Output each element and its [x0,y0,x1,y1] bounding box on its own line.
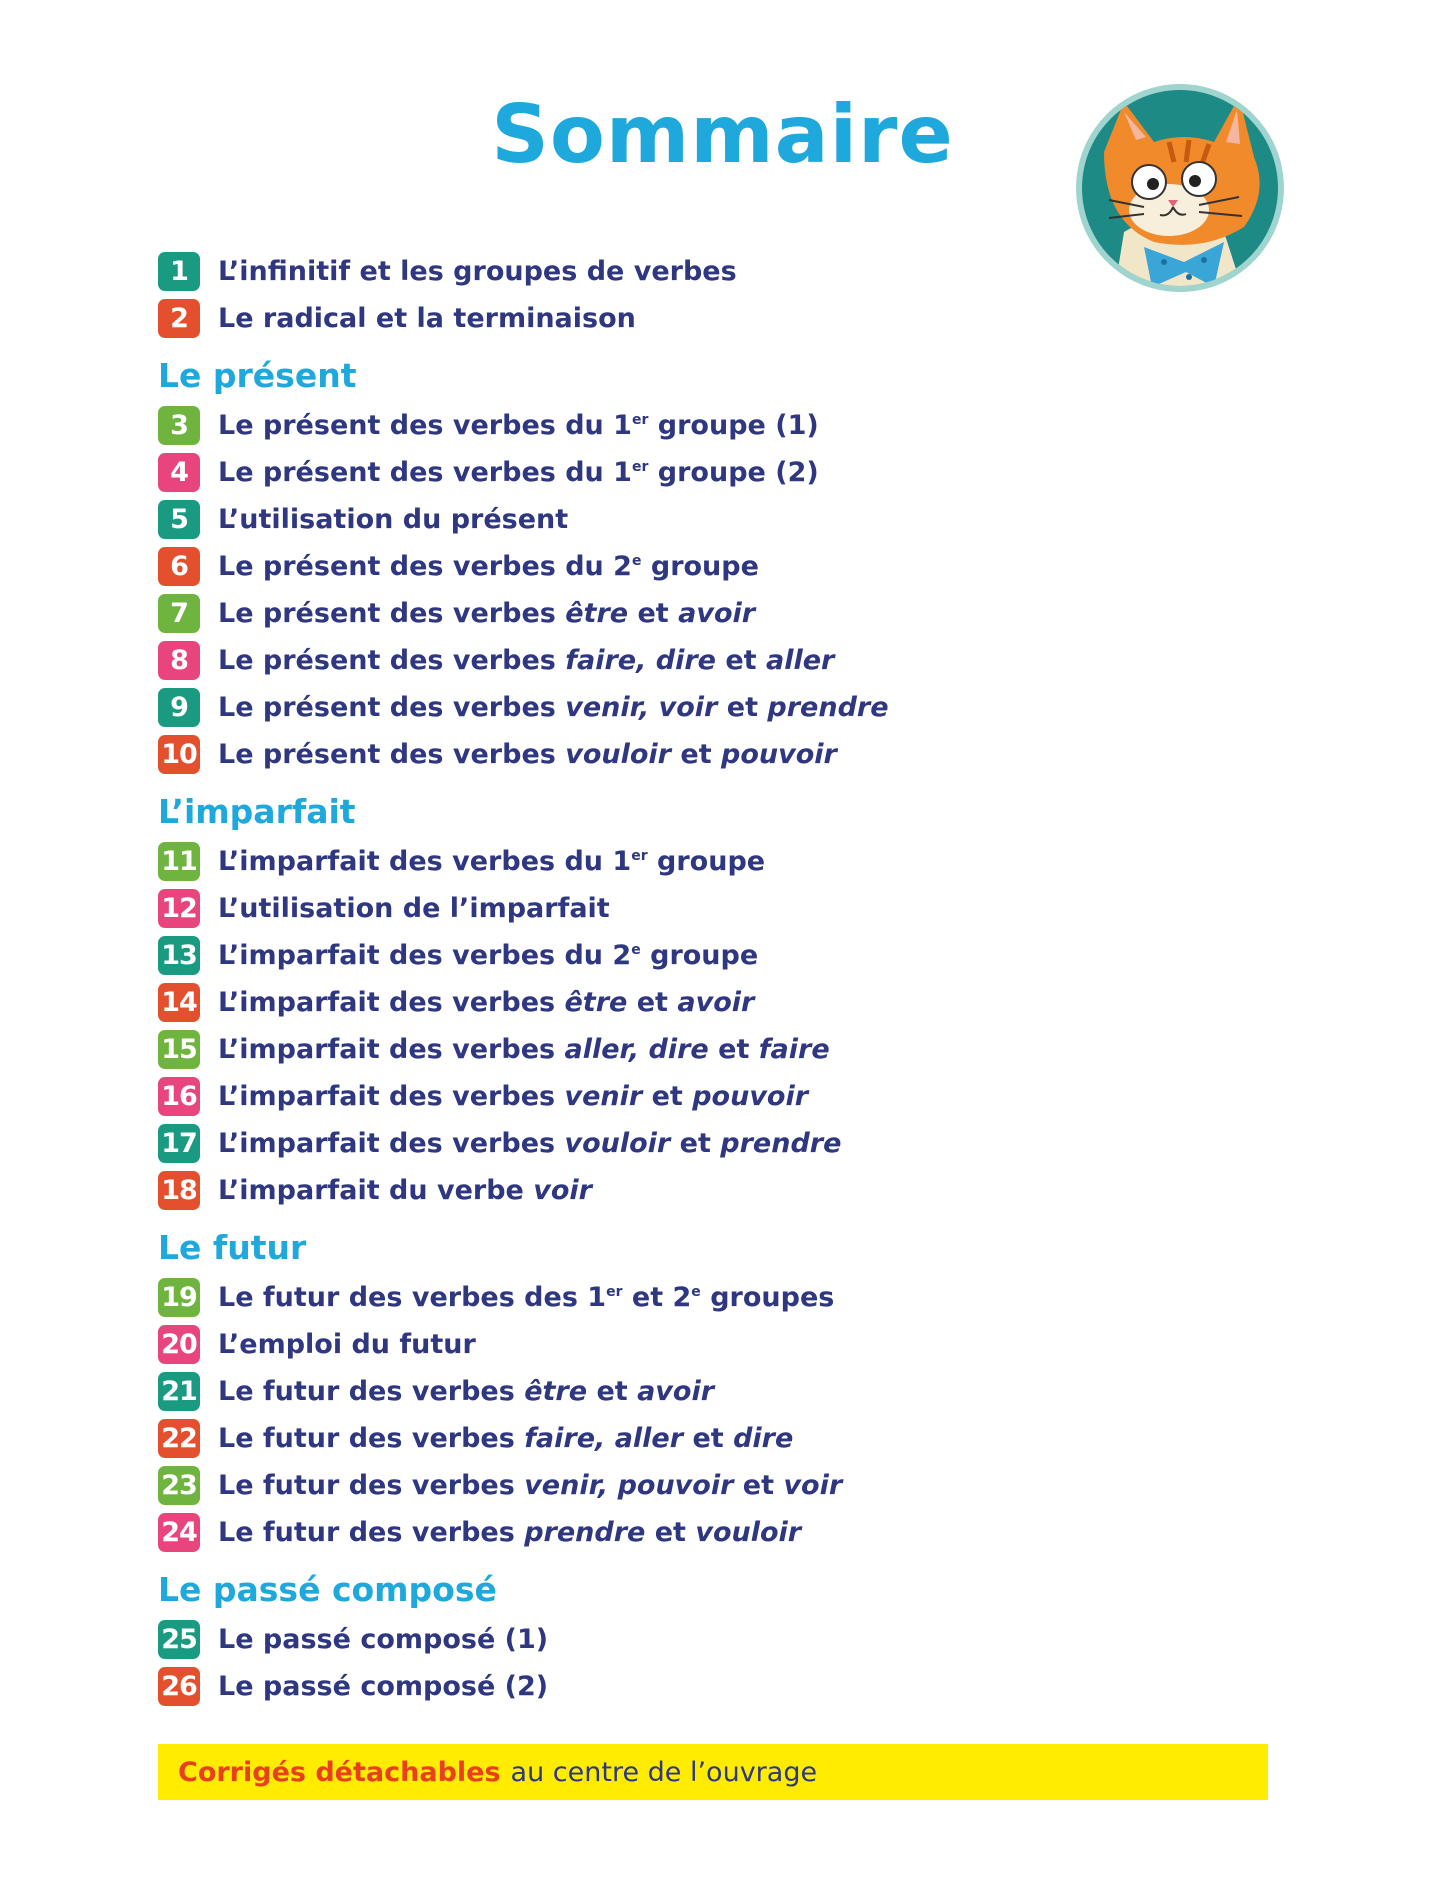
lesson-number-badge: 17 [158,1124,200,1163]
lesson-title-part: et [645,1517,696,1548]
toc-item[interactable] [158,1120,1278,1167]
toc-item[interactable] [158,731,1278,778]
lesson-title-part: e [631,942,641,958]
lesson-number-badge: 19 [158,1278,200,1317]
lesson-title-part: venir, voir [565,692,718,723]
lesson-title [218,1517,801,1548]
lesson-title-part: er [631,412,649,428]
lesson-number-badge: 26 [158,1667,200,1706]
lesson-title [218,256,737,287]
lesson-title-part: Le présent des verbes [218,598,566,629]
lesson-title-part: L’imparfait du verbe [218,1175,534,1206]
toc-item[interactable] [158,885,1278,932]
lesson-title-part: prendre [767,692,889,723]
lesson-title-part: er [606,1284,623,1300]
lesson-title-part: L’imparfait des verbes [218,987,565,1018]
lesson-title-part: Le futur des verbes [218,1376,525,1407]
lesson-number-badge: 12 [158,889,200,928]
lesson-title-part: et [683,1423,734,1454]
lesson-title-part: L’utilisation de l’imparfait [218,893,610,924]
lesson-title-part: vouloir [565,739,671,770]
lesson-title-part: avoir [637,1376,715,1407]
toc-item[interactable] [158,1663,1278,1710]
page-title: Sommaire [491,88,954,181]
table-of-contents [158,248,1278,1710]
lesson-title [218,1034,830,1065]
lesson-title-part: être [565,598,629,629]
footer-banner [158,1744,1268,1800]
lesson-title-part: pouvoir [721,739,837,770]
toc-item[interactable] [158,1026,1278,1073]
lesson-title [218,645,834,676]
lesson-title-part: pouvoir [692,1081,809,1112]
lesson-number-badge: 24 [158,1513,200,1552]
lesson-title-part: aller, dire [564,1034,709,1065]
lesson-title-part: groupe (2) [648,457,819,488]
toc-item[interactable] [158,1415,1278,1462]
toc-item[interactable] [158,590,1278,637]
section-heading: L’imparfait [158,792,356,831]
lesson-title-part: Le présent des verbes du 1 [218,457,632,488]
lesson-title-part: groupes [700,1282,835,1313]
lesson-title-part: faire [758,1034,830,1065]
lesson-title-part: aller [765,645,835,676]
lesson-title [218,1423,793,1454]
toc-item[interactable] [158,684,1278,731]
lesson-title-part: et 2 [622,1282,692,1313]
toc-item[interactable] [158,838,1278,885]
toc-item[interactable] [158,543,1278,590]
lesson-number-badge: 9 [158,688,200,727]
toc-item[interactable] [158,637,1278,684]
lesson-title-part: Le présent des verbes [218,645,566,676]
lesson-number-badge: 5 [158,500,200,539]
lesson-title-part: er [631,459,649,475]
section-heading: Le passé composé [158,1570,497,1609]
lesson-number-badge: 13 [158,936,200,975]
toc-item[interactable] [158,1509,1278,1556]
lesson-title-part: L’utilisation du présent [218,504,569,535]
lesson-title-part: groupe [647,846,766,877]
lesson-title [218,1624,548,1655]
lesson-title-part: et [733,1470,784,1501]
toc-item[interactable] [158,1616,1278,1663]
lesson-number-badge: 6 [158,547,200,586]
section-heading: Le futur [158,1228,307,1267]
lesson-title-part: et [708,1034,759,1065]
lesson-title-part: et [628,598,679,629]
lesson-number-badge: 4 [158,453,200,492]
lesson-title-part: voir [533,1175,592,1206]
lesson-title-part: Le passé composé (1) [218,1624,549,1655]
lesson-title-part: e [631,553,642,569]
lesson-title-part: et [587,1376,638,1407]
lesson-title [218,1282,834,1313]
lesson-title [218,1470,842,1501]
lesson-title-part: Le passé composé (2) [218,1671,549,1702]
lesson-title-part: groupe [640,940,759,971]
lesson-number-badge: 11 [158,842,200,881]
lesson-title [218,598,755,629]
lesson-title-part: voir [783,1470,843,1501]
lesson-title [218,504,568,535]
toc-item[interactable] [158,496,1278,543]
lesson-title [218,1175,592,1206]
footer-text: au centre de l’ouvrage [510,1756,818,1788]
toc-item[interactable] [158,1167,1278,1214]
lesson-title-part: venir, pouvoir [524,1470,734,1501]
lesson-title-part: faire, dire [565,645,716,676]
section-heading: Le présent [158,356,357,395]
toc-item[interactable] [158,402,1278,449]
lesson-title-part: Le futur des verbes des 1 [218,1282,607,1313]
lesson-title-part: avoir [677,987,755,1018]
lesson-title-part: L’imparfait des verbes du 2 [218,940,632,971]
lesson-number-badge: 20 [158,1325,200,1364]
toc-item[interactable] [158,1321,1278,1368]
lesson-title-part: Le futur des verbes [218,1423,525,1454]
lesson-title-part: L’imparfait des verbes [218,1128,565,1159]
lesson-title [218,1376,714,1407]
lesson-title-part: L’emploi du futur [218,1329,476,1360]
lesson-title-part: être [524,1376,588,1407]
lesson-title-part: et [715,645,766,676]
lesson-number-badge: 25 [158,1620,200,1659]
lesson-title [218,303,636,334]
toc-item[interactable] [158,248,1278,295]
toc-item[interactable] [158,1274,1278,1321]
toc-item[interactable] [158,1073,1278,1120]
lesson-number-badge: 23 [158,1466,200,1505]
lesson-number-badge: 16 [158,1077,200,1116]
lesson-number-badge: 22 [158,1419,200,1458]
lesson-title [218,1671,548,1702]
lesson-title-part: L’imparfait des verbes du 1 [218,846,632,877]
lesson-number-badge: 1 [158,252,200,291]
lesson-title-part: dire [733,1423,794,1454]
toc-item[interactable] [158,979,1278,1026]
lesson-title-part: e [691,1284,701,1300]
lesson-title [218,1329,476,1360]
lesson-title-part: Le futur des verbes [218,1470,525,1501]
lesson-title [218,893,610,924]
lesson-title [218,1128,841,1159]
lesson-title-part: Le radical et la terminaison [218,303,636,334]
lesson-title-part: Le présent des verbes du 2 [218,551,632,582]
lesson-title [218,457,819,488]
lesson-title-part: er [631,848,648,864]
toc-item[interactable] [158,932,1278,979]
lesson-title-part: Le présent des verbes du 1 [218,410,632,441]
lesson-title-part: groupe (1) [648,410,819,441]
footer-highlight: Corrigés détachables [178,1756,501,1788]
lesson-number-badge: 8 [158,641,200,680]
lesson-title [218,940,758,971]
lesson-number-badge: 15 [158,1030,200,1069]
lesson-title-part: et [670,739,722,770]
lesson-title-part: et [717,692,768,723]
lesson-number-badge: 3 [158,406,200,445]
lesson-title-part: prendre [720,1128,842,1159]
lesson-title-part: faire, aller [524,1423,684,1454]
lesson-title-part: avoir [678,598,756,629]
lesson-number-badge: 14 [158,983,200,1022]
toc-item[interactable] [158,1368,1278,1415]
toc-item[interactable] [158,449,1278,496]
lesson-title-part: et [627,987,678,1018]
lesson-title-part: prendre [524,1517,646,1548]
lesson-title-part: venir [564,1081,643,1112]
lesson-title-part: être [564,987,628,1018]
lesson-title-part: vouloir [564,1128,671,1159]
lesson-number-badge: 18 [158,1171,200,1210]
lesson-title-part: vouloir [695,1517,802,1548]
lesson-title-part: et [642,1081,693,1112]
lesson-title [218,410,819,441]
lesson-number-badge: 10 [158,735,200,774]
toc-item[interactable] [158,1462,1278,1509]
lesson-title-part: Le présent des verbes [218,739,566,770]
lesson-title [218,739,837,770]
lesson-title-part: L’infinitif et les groupes de verbes [218,256,737,287]
lesson-number-badge: 7 [158,594,200,633]
lesson-title [218,692,889,723]
lesson-number-badge: 2 [158,299,200,338]
lesson-title [218,846,765,877]
lesson-title-part: Le futur des verbes [218,1517,525,1548]
lesson-title-part: L’imparfait des verbes [218,1034,565,1065]
lesson-title [218,1081,808,1112]
toc-item[interactable] [158,295,1278,342]
lesson-title-part: et [670,1128,721,1159]
lesson-title-part: L’imparfait des verbes [218,1081,565,1112]
lesson-title [218,987,754,1018]
lesson-title [218,551,759,582]
lesson-number-badge: 21 [158,1372,200,1411]
lesson-title-part: Le présent des verbes [218,692,566,723]
lesson-title-part: groupe [641,551,759,582]
